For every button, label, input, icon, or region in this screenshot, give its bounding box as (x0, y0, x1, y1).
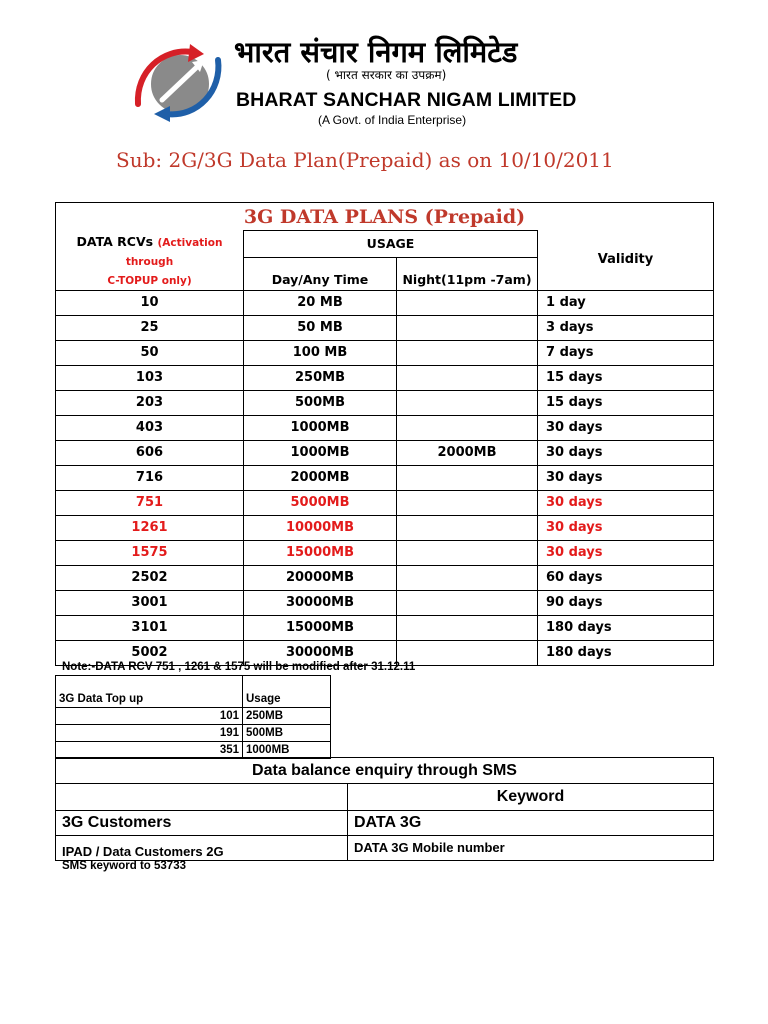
table-row (56, 290, 714, 315)
company-subtitle-hindi: ( भारत सरकार का उपक्रम) (326, 68, 447, 82)
sms-blank-header (56, 784, 348, 811)
cell-validity: 180 days (538, 615, 714, 640)
cell-night (397, 415, 538, 440)
cell-day: 10000MB (244, 515, 397, 540)
cell-day: 30000MB (244, 590, 397, 615)
modification-note: Note:-DATA RCV 751 , 1261 & 1575 will be modified after 31.12.11 (62, 661, 416, 673)
cell-rcv: 50 (56, 340, 244, 365)
table-row (56, 390, 714, 415)
cell-validity: 30 days (538, 490, 714, 515)
header-day: Day/Any Time (244, 257, 397, 290)
topup-amount: 191 (56, 725, 243, 742)
cell-rcv: 606 (56, 440, 244, 465)
cell-validity: 15 days (538, 365, 714, 390)
table-row (56, 742, 331, 759)
topup-header-label: 3G Data Top up (56, 676, 243, 708)
topup-amount: 101 (56, 708, 243, 725)
company-name-hindi: भारत संचार निगम लिमिटेड (234, 35, 518, 69)
cell-validity: 30 days (538, 440, 714, 465)
cell-rcv: 103 (56, 365, 244, 390)
topup-usage: 500MB (243, 725, 331, 742)
cell-day: 100 MB (244, 340, 397, 365)
cell-validity: 1 day (538, 290, 714, 315)
sms-enquiry-table (55, 757, 714, 861)
subject-line: Sub: 2G/3G Data Plan(Prepaid) as on 10/10/2011 (116, 148, 614, 172)
table-row-highlighted (56, 490, 714, 515)
cell-validity: 180 days (538, 640, 714, 665)
sms-keyword: DATA 3G Mobile number (348, 836, 714, 861)
cell-night (397, 365, 538, 390)
header-night: Night(11pm -7am) (397, 257, 538, 290)
cell-rcv: 716 (56, 465, 244, 490)
cell-night (397, 390, 538, 415)
cell-rcv: 3001 (56, 590, 244, 615)
keyword-header: Keyword (348, 784, 714, 811)
cell-day: 15000MB (244, 615, 397, 640)
table-row-highlighted (56, 515, 714, 540)
cell-rcv: 2502 (56, 565, 244, 590)
data-plans-table (55, 202, 714, 666)
table-row (56, 440, 714, 465)
cell-night (397, 340, 538, 365)
cell-rcv: 751 (56, 490, 244, 515)
cell-validity: 3 days (538, 315, 714, 340)
table-title: 3G DATA PLANS (Prepaid) (56, 203, 714, 231)
header-data-rcv-label: DATA RCVs (76, 233, 154, 249)
cell-rcv: 403 (56, 415, 244, 440)
cell-night (397, 515, 538, 540)
table-row (56, 565, 714, 590)
table-row (56, 725, 331, 742)
cell-night (397, 640, 538, 665)
topup-amount: 351 (56, 742, 243, 759)
header-rcv-note-2: through (125, 255, 174, 268)
cell-day: 1000MB (244, 440, 397, 465)
header-data-rcv (56, 231, 244, 291)
header-rcv-note-3: C-TOPUP only) (107, 274, 192, 287)
cell-day: 15000MB (244, 540, 397, 565)
cell-day: 500MB (244, 390, 397, 415)
cell-validity: 30 days (538, 415, 714, 440)
sms-keyword: DATA 3G (348, 811, 714, 836)
cell-rcv: 203 (56, 390, 244, 415)
cell-day: 20000MB (244, 565, 397, 590)
cell-rcv: 3101 (56, 615, 244, 640)
cell-validity: 30 days (538, 540, 714, 565)
cell-night: 2000MB (397, 440, 538, 465)
cell-night (397, 590, 538, 615)
cell-day: 2000MB (244, 465, 397, 490)
table-row (56, 615, 714, 640)
cell-rcv: 25 (56, 315, 244, 340)
cell-day: 250MB (244, 365, 397, 390)
header-rcv-note-1: (Activation (157, 236, 223, 249)
cell-night (397, 465, 538, 490)
cell-day: 20 MB (244, 290, 397, 315)
topup-table (55, 675, 331, 759)
header-usage: USAGE (244, 231, 538, 258)
cell-night (397, 490, 538, 515)
table-row (56, 340, 714, 365)
company-name-english: BHARAT SANCHAR NIGAM LIMITED (236, 89, 577, 111)
cell-night (397, 540, 538, 565)
cell-validity: 60 days (538, 565, 714, 590)
table-row (56, 315, 714, 340)
cell-night (397, 290, 538, 315)
cell-night (397, 315, 538, 340)
table-row (56, 836, 714, 861)
sms-table-title: Data balance enquiry through SMS (56, 758, 714, 784)
cell-night (397, 615, 538, 640)
topup-usage: 250MB (243, 708, 331, 725)
customer-type: IPAD / Data Customers 2G (56, 836, 348, 861)
cell-day: 50 MB (244, 315, 397, 340)
table-row (56, 590, 714, 615)
table-row-highlighted (56, 540, 714, 565)
cell-rcv: 10 (56, 290, 244, 315)
cell-day: 5000MB (244, 490, 397, 515)
cell-day: 1000MB (244, 415, 397, 440)
table-row (56, 708, 331, 725)
cell-validity: 90 days (538, 590, 714, 615)
cell-rcv: 5002 (56, 640, 244, 665)
cell-rcv: 1575 (56, 540, 244, 565)
table-row (56, 415, 714, 440)
bsnl-logo-icon (132, 42, 224, 122)
table-row (56, 811, 714, 836)
cell-validity: 15 days (538, 390, 714, 415)
table-row (56, 365, 714, 390)
topup-usage: 1000MB (243, 742, 331, 759)
cell-night (397, 565, 538, 590)
cell-validity: 7 days (538, 340, 714, 365)
cell-validity: 30 days (538, 515, 714, 540)
company-subtitle-english: (A Govt. of India Enterprise) (318, 113, 467, 127)
cell-validity: 30 days (538, 465, 714, 490)
cell-day: 30000MB (244, 640, 397, 665)
cell-rcv: 1261 (56, 515, 244, 540)
header-validity: Validity (538, 231, 714, 291)
customer-type: 3G Customers (56, 811, 348, 836)
sms-number-note: SMS keyword to 53733 (62, 860, 186, 872)
topup-header-usage: Usage (243, 676, 331, 708)
table-row (56, 465, 714, 490)
